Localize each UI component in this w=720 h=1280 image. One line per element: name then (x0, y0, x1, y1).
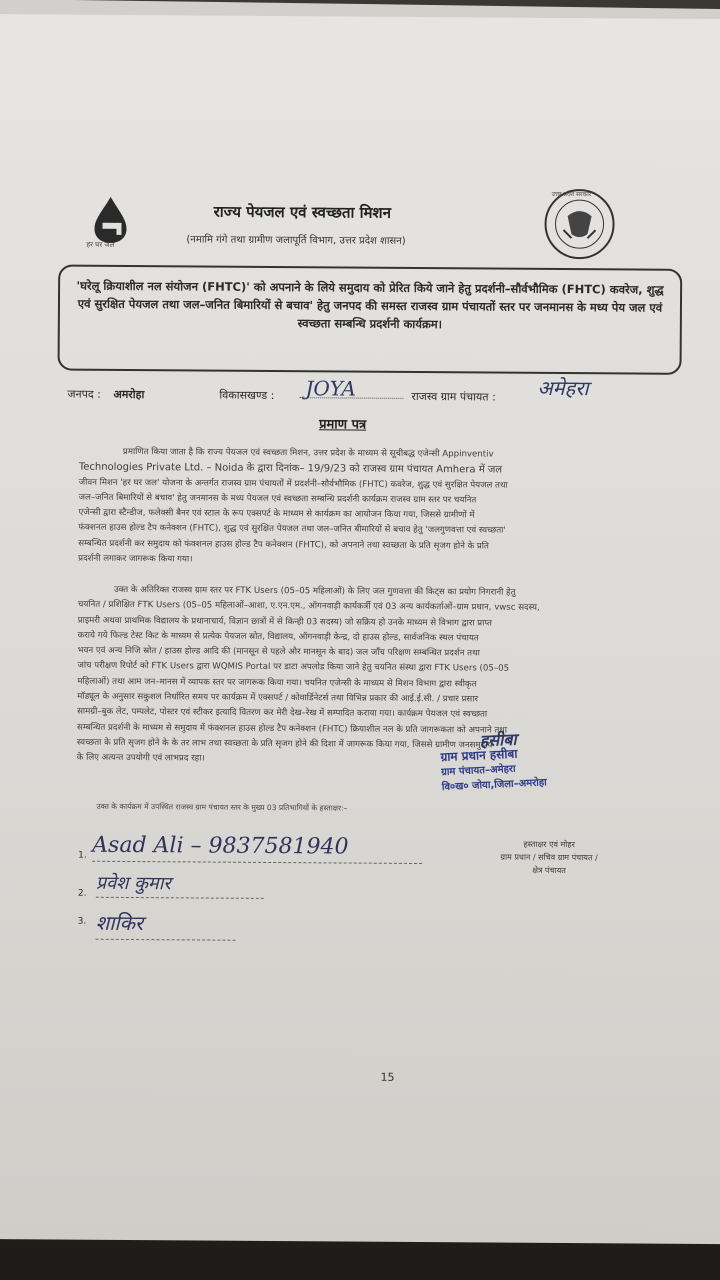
signatory-line-3: क्षेत्र पंचायत (532, 865, 566, 876)
para1-line: प्रदर्शनी लगाकर जागरूक किया गया। (78, 553, 193, 565)
stamp-line-2: ग्राम पंचायत–अमेहरा (440, 763, 516, 779)
stamp-line-1: ग्राम प्रधान हसीबा (440, 746, 518, 765)
signature-line-2 (96, 897, 264, 899)
pradhan-signature: हसीबा (479, 729, 517, 751)
logo-caption: हर घर जल (86, 240, 115, 249)
signature-number: 1. (78, 850, 87, 861)
para1-line: फंक्शनल हाउस होल्ड टैप कनेक्शन (FHTC), शुद्ध एवं सुरक्षित पेयजल तथा जल–जनित बीमारियों से बचाव हेतु 'जलगुणवत्ता एवं स्वच्छता' (78, 523, 506, 537)
signature-line-1 (92, 861, 422, 864)
mission-title: राज्य पेयजल एवं स्वच्छता मिशन (213, 202, 392, 222)
para2-line: स्वच्छता के प्रति सृजग होने के के तर लाभ तथा स्वच्छता के प्रति सृजग होने की दिशा में जागरूक किया गया, जिससे ग्रामीण जनसमुदाय (76, 737, 493, 751)
para2-line: चयनित / प्रशिक्षित FTK Users (05–05 महिलाओं–आशा, ए.एन.एम., ऑगनवाड़ी कार्यकर्त्री एवं 03 अन्य कार्यकर्ताओं–ग्राम प्रधान, vwsc सदस्य, (77, 599, 540, 614)
para1-line: सम्बन्धित प्रदर्शनी कर समुदाय को फंक्शनल हाउस होल्ड टैप कनेक्शन (FHTC), को अपनाने तथा स्वच्छता के प्रति सृजग होने के प्रति (78, 538, 489, 552)
district-value: अमरोहा (113, 387, 145, 402)
district-label: जनपद : (67, 387, 101, 401)
paragraph-2 (77, 583, 686, 771)
page-number: 15 (380, 1070, 395, 1084)
signature-number: 2. (77, 888, 87, 899)
para2-line: सामग्री–बुक लेट, पम्पलेट, पोस्टर एवं स्टीकर इत्यादि वितरण कर मेरी देख–रेख में सम्पादित कराया गया। कार्यक्रम पेयजल एवं स्वच्छता (77, 707, 488, 720)
har-ghar-jal-logo (80, 193, 140, 263)
stamp-line-3: वि०ख० जोया,जिला–अमरोहा (441, 777, 548, 794)
signatory-block (464, 837, 634, 877)
signature-number: 3. (77, 916, 87, 927)
para2-line: कराये गये फिल्ड टेस्ट किट के माध्यम से प्रत्येक पेयजल स्रोत, विद्यालय, ऑगनवाड़ी केन्द्र, दो हाउस होल्ड, सार्वजनिक स्थल पंचायत (77, 630, 479, 644)
para2-line: सम्बन्धित प्रदर्शनी के माध्यम से समुदाय में फंक्शनल हाउस होल्ड टैप कनेक्शन (FHTC) क्रियाशील नल के प्रति जागरूकता को अपनाने तथा (76, 722, 508, 736)
para1-line: Technologies Private Ltd. – Noida के द्वारा दिनांक– 19/9/23 को राजस्व ग्राम पंचायत Amhera में जल (78, 461, 503, 476)
panchayat-label: राजस्व ग्राम पंचायत : (411, 389, 496, 404)
signature-caption: उक्त के कार्यक्रम में उपस्थित राजस्व ग्राम पंचायत स्तर के मुख्य 03 प्रतिभागियों के हस्ताक्षर:– (96, 801, 348, 813)
gram-pradhan-stamp (440, 728, 593, 795)
document-title: प्रमाण पत्र (319, 417, 367, 433)
up-government-emblem (541, 186, 618, 263)
para2-line: प्राइमरी अथवा प्राथमिक विद्यालय के प्रधानाचार्य, विज्ञान छात्रों में से किन्ही 03 सदस्य) जो सक्रिय हो उनके माध्यम से विभाग द्वारा प्राप्त (77, 615, 493, 629)
para2-line: भवन एवं अन्य निजि स्रोत / हाउस होल्ड आदि की (मानसून से पहले और मानसून के बाद) जल जाँच परिक्षण सम्बन्धित प्रदर्शन तथा (77, 645, 480, 659)
para1-line: एजेन्सी द्वारा स्टैन्डीज, फलेक्सी बैनर एवं स्टाल के रूप एक्सपर्ट के माध्यम से कार्यक्रम का आयोजन किया गया, जिससे ग्रामीणों में (78, 507, 475, 521)
para1-line: जल–जनित बिमारियों से बचाव' हेतु जनमानस के मध्य पेयजल एवं स्वच्छता सम्बन्धि प्रदर्शनी कार्यक्रम राजस्व ग्राम स्तर पर चयनित (78, 492, 477, 506)
para2-line: उक्त के अतिरिक्त राजस्व ग्राम स्तर पर FTK Users (05–05 महिलाओं) के लिए जल गुणवत्ता की किट्स का प्रयोग निगरानी हेतु (113, 584, 516, 598)
block-value: JOYA (305, 376, 356, 401)
para2-line: महिलाओं) तथा आम जन–मानस में व्यापक स्तर पर जागरूक किया गया। चयनित एजेन्सी के माध्यम से मिशन विभाग द्वारा स्वीकृत (77, 676, 477, 690)
panchayat-value: अमेहरा (537, 375, 589, 401)
program-description: 'घरेलू क्रियाशील नल संयोजन (FHTC)' को अपनाने के लिये समुदाय को प्रेरित किये जाने हेतु प्रदर्शनी–सौर्वभौमिक (FHTC) कवरेज, शुद्ध एवं सुरक्षित पेयजल तथा जल–जनित बिमारियों से बचाव' हेतु जनपद की समस्त राजस्व ग्राम पंचायतों स्तर पर जनमानस के मध्य पेय जल एवं स्वच्छता सम्बन्धि प्रदर्शनी कार्यक्रम। (76, 278, 664, 332)
para1-line: जीवन मिशन 'हर घर जल' योजना के अन्तर्गत राजस्व ग्राम पंचायतों में प्रदर्शनी–सौर्वभौमिक (FHTC) कवरेज, शुद्ध एवं सुरक्षित पेयजल तथा (78, 477, 508, 491)
emblem-caption: उत्तर प्रदेश सरकार (551, 190, 592, 199)
mission-subtitle: (नमामि गंगे तथा ग्रामीण जलापूर्ति विभाग, उत्तर प्रदेश शासन) (186, 234, 406, 247)
water-drop-icon (80, 193, 140, 263)
block-label: विकासखण्ड : (219, 388, 275, 402)
signatory-line-1: हस्ताक्षर एवं मोहर (523, 839, 575, 850)
participant-signature-1: Asad Ali – 9837581940 (92, 832, 349, 860)
para2-line: मॉड्यूल के अनुसार सकुशल निर्धारित समय पर कार्यक्रम में एक्सपर्ट / कोवार्डिनेटर्स तथा विभिन्न प्रकार की आई.ई.सी. / प्रचार प्रसार (77, 691, 479, 705)
para1-line: प्रमाणित किया जाता है कि राज्य पेयजल एवं स्वच्छता मिशन, उत्तर प्रदेश के माध्यम से सूचीबद्ध एजेन्सी Appinventiv (122, 446, 494, 460)
signature-line-3 (96, 939, 236, 941)
para2-line: जांच परीक्षण रिपोर्ट को FTK Users द्वारा WQMIS Portal पर डाटा अपलोड किया जाने हेतु चयनित संस्था द्वारा FTK Users (05–05 (77, 661, 510, 675)
paragraph-1 (78, 445, 687, 572)
signatory-line-2: ग्राम प्रधान / सचिव ग्राम पंचायत / (500, 852, 598, 863)
para2-line: के लिए अत्यन्त उपयोगी एवं लाभप्रद रहा। (76, 752, 205, 764)
document-sheet (0, 14, 720, 1244)
participant-signature-3: शाकिर (95, 910, 144, 936)
participant-signature-2: प्रवेश कुमार (95, 872, 171, 895)
